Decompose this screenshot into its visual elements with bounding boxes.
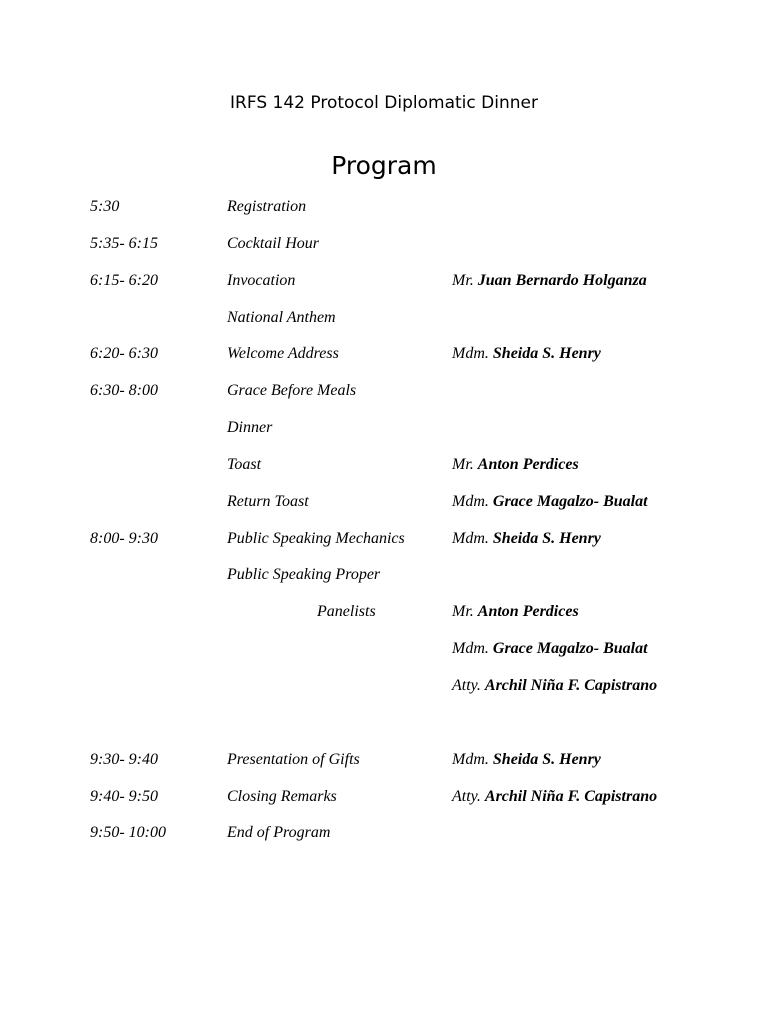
schedule-row (0, 417, 768, 454)
schedule-row (0, 786, 768, 823)
row-time: 6:15- 6:20 (90, 271, 158, 289)
schedule-row (0, 601, 768, 638)
row-person (452, 343, 601, 365)
row-item: Public Speaking Mechanics (227, 529, 405, 547)
row-item: Public Speaking Proper (227, 566, 381, 584)
row-person (452, 786, 657, 808)
blank-line (0, 712, 768, 749)
row-time: 6:30- 8:00 (90, 382, 158, 400)
schedule-row (0, 343, 768, 380)
schedule-row (0, 822, 768, 859)
row-item: National Anthem (227, 308, 336, 326)
person-title: Atty. (452, 787, 485, 805)
row-time: 6:20- 6:30 (90, 345, 158, 363)
schedule-row (0, 196, 768, 233)
document-title: IRFS 142 Protocol Diplomatic Dinner (230, 93, 538, 113)
person-title: Mdm. (452, 750, 493, 768)
schedule-row (0, 454, 768, 491)
row-person (452, 528, 601, 550)
row-item: Cocktail Hour (227, 234, 319, 252)
row-time: 8:00- 9:30 (90, 529, 158, 547)
person-name: Anton Perdices (477, 603, 579, 621)
row-time: 9:30- 9:40 (90, 750, 158, 768)
row-item: Return Toast (227, 492, 309, 510)
row-time: 9:50- 10:00 (90, 824, 166, 842)
schedule-row (0, 491, 768, 528)
person-title: Mr. (452, 455, 478, 473)
row-item: Invocation (227, 271, 296, 289)
schedule-row (0, 380, 768, 417)
row-item: Grace Before Meals (227, 382, 357, 400)
row-person (452, 270, 647, 292)
row-person (452, 601, 579, 623)
row-person (452, 491, 648, 513)
person-title: Mdm. (452, 345, 493, 363)
row-item: Dinner (227, 419, 273, 437)
row-time: 5:35- 6:15 (90, 234, 158, 252)
row-person (452, 454, 579, 476)
person-name: Juan Bernardo Holganza (477, 271, 647, 289)
row-time: 9:40- 9:50 (90, 787, 158, 805)
row-item: End of Program (227, 824, 331, 842)
person-title: Mr. (452, 271, 478, 289)
schedule-row (0, 675, 768, 712)
schedule-row (0, 564, 768, 601)
person-title: Mdm. (452, 492, 493, 510)
schedule-row (0, 270, 768, 307)
row-person (452, 638, 648, 660)
person-title: Mdm. (452, 529, 493, 547)
person-name: Archil Niña F. Capistrano (484, 676, 658, 694)
row-item: Welcome Address (227, 345, 339, 363)
person-name: Sheida S. Henry (492, 529, 601, 547)
person-name: Grace Magalzo- Bualat (492, 640, 648, 658)
schedule-row (0, 638, 768, 675)
person-name: Sheida S. Henry (492, 750, 601, 768)
row-item: Registration (227, 198, 307, 215)
person-name: Archil Niña F. Capistrano (484, 787, 658, 805)
person-title: Atty. (452, 676, 485, 694)
row-item: Toast (227, 455, 262, 473)
row-time: 5:30 (90, 198, 120, 215)
schedule-row (0, 307, 768, 344)
schedule-row (0, 749, 768, 786)
person-name: Grace Magalzo- Bualat (492, 492, 648, 510)
row-item: Panelists (317, 603, 376, 621)
person-name: Sheida S. Henry (492, 345, 601, 363)
row-person (452, 675, 657, 697)
person-title: Mr. (452, 603, 478, 621)
row-item: Presentation of Gifts (227, 750, 360, 768)
schedule-row (0, 528, 768, 565)
row-person (452, 749, 601, 771)
schedule-row (0, 233, 768, 270)
row-item: Closing Remarks (227, 787, 337, 805)
program-schedule (0, 196, 768, 859)
person-name: Anton Perdices (477, 455, 579, 473)
program-heading: Program (331, 151, 437, 180)
person-title: Mdm. (452, 640, 493, 658)
